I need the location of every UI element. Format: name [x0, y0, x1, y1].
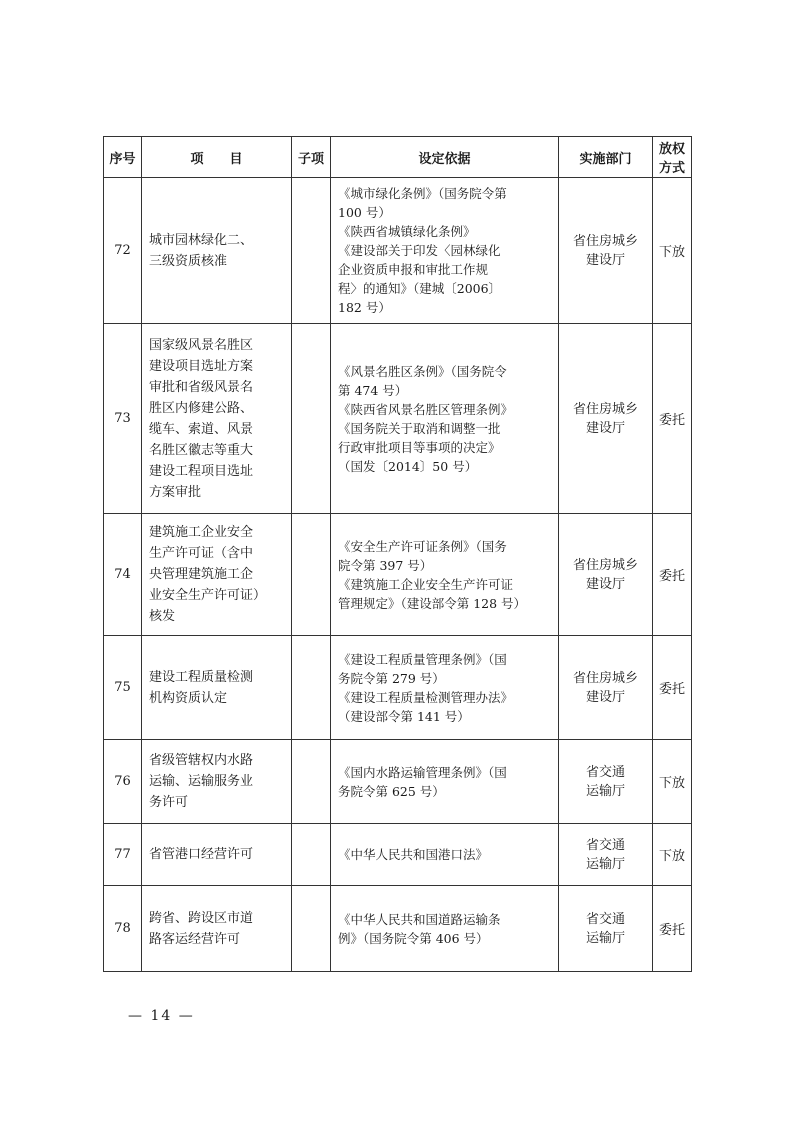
cell-item-line: 缆车、索道、风景 [149, 421, 254, 437]
cell-dept-line: 建设厅 [585, 689, 625, 705]
cell-basis-line: 182 号） [338, 300, 391, 315]
cell-item-line: 省管港口经营许可 [149, 847, 254, 862]
cell-dept-line: 建设厅 [585, 420, 625, 436]
cell-basis-line: 《城市绿化条例》（国务院令第 [338, 186, 507, 201]
cell-sub [292, 886, 331, 972]
cell-item-line: 核发 [149, 609, 176, 624]
cell-dept [559, 824, 653, 886]
cell-mode: 下放 [653, 824, 692, 886]
cell-no: 76 [104, 740, 142, 824]
cell-item-line: 建设工程项目选址 [149, 463, 254, 479]
table-row [104, 324, 692, 514]
cell-sub [292, 824, 331, 886]
cell-item-line: 国家级风景名胜区 [149, 337, 254, 353]
cell-dept-line: 省住房城乡 [572, 670, 638, 686]
cell-basis-line: 例》（国务院令第 406 号） [338, 930, 489, 946]
cell-sub [292, 514, 331, 636]
header-basis: 设定依据 [331, 137, 559, 178]
cell-dept-line: 省住房城乡 [572, 233, 638, 249]
cell-dept [559, 886, 653, 972]
cell-basis-line: 《国务院关于取消和调整一批 [338, 420, 501, 436]
cell-basis-line: （建设部令第 141 号） [338, 708, 470, 724]
cell-basis-line: 《建设部关于印发〈园林绿化 [338, 243, 501, 258]
cell-basis-line: 务院令第 625 号） [338, 783, 445, 799]
cell-basis-line: 《国内水路运输管理条例》（国 [338, 764, 507, 780]
cell-dept [559, 740, 653, 824]
cell-item-line: 生产许可证（含中 [149, 546, 254, 561]
cell-dept-line: 省交通 [585, 837, 625, 853]
table-row [104, 740, 692, 824]
table-row [104, 824, 692, 886]
cell-mode: 委托 [653, 886, 692, 972]
cell-basis-line: 《中华人民共和国港口法》 [338, 847, 489, 862]
cell-basis-line: 《建设工程质量管理条例》（国 [338, 651, 507, 667]
cell-item-line: 胜区内修建公路、 [149, 400, 254, 416]
cell-basis-line: 《建筑施工企业安全生产许可证 [338, 576, 514, 592]
table-row [104, 886, 692, 972]
cell-item [142, 324, 292, 514]
cell-dept-line: 运输厅 [585, 856, 625, 872]
cell-item-line: 机构资质认定 [149, 690, 228, 706]
cell-basis-line: 《安全生产许可证条例》（国务 [338, 538, 507, 554]
cell-item [142, 740, 292, 824]
cell-dept-line: 建设厅 [585, 252, 625, 268]
cell-dept [559, 514, 653, 636]
cell-dept-line: 省住房城乡 [572, 401, 638, 417]
page-number: — 14 — [128, 1008, 195, 1024]
cell-item-line: 建设工程质量检测 [149, 669, 254, 685]
cell-item-line: 央管理建筑施工企 [149, 567, 254, 582]
cell-item [142, 886, 292, 972]
header-mode-line-2: 方式 [658, 161, 685, 176]
cell-basis [331, 636, 559, 740]
cell-basis [331, 178, 559, 324]
header-mode [653, 137, 692, 178]
cell-basis-line: 《陕西省风景名胜区管理条例》 [338, 401, 514, 417]
authority-table [103, 136, 692, 972]
cell-dept-line: 省住房城乡 [572, 557, 638, 573]
cell-dept-line: 运输厅 [585, 930, 625, 946]
cell-basis [331, 824, 559, 886]
cell-basis-line: 《陕西省城镇绿化条例》 [338, 224, 476, 239]
cell-basis-line: 《建设工程质量检测管理办法》 [338, 689, 514, 705]
cell-sub [292, 740, 331, 824]
cell-mode: 委托 [653, 514, 692, 636]
cell-no: 75 [104, 636, 142, 740]
cell-item-line: 审批和省级风景名 [149, 379, 254, 395]
cell-no: 74 [104, 514, 142, 636]
cell-basis-line: 企业资质申报和审批工作规 [338, 262, 489, 277]
cell-dept-line: 运输厅 [585, 783, 625, 799]
cell-basis-line: 100 号） [338, 205, 391, 220]
header-item: 项 目 [142, 137, 292, 178]
cell-basis-line: 第 474 号） [338, 382, 408, 398]
cell-dept-line: 省交通 [585, 911, 625, 927]
cell-sub [292, 178, 331, 324]
header-no: 序号 [104, 137, 142, 178]
cell-item-line: 建筑施工企业安全 [149, 525, 254, 540]
cell-item-line: 路客运经营许可 [149, 931, 241, 947]
cell-no: 73 [104, 324, 142, 514]
cell-basis-line: 《中华人民共和国道路运输条 [338, 911, 501, 927]
cell-item-line: 名胜区徽志等重大 [149, 442, 254, 458]
header-dept: 实施部门 [559, 137, 653, 178]
header-sub: 子项 [292, 137, 331, 178]
cell-basis [331, 324, 559, 514]
cell-item [142, 824, 292, 886]
cell-item-line: 方案审批 [149, 484, 202, 500]
cell-no: 72 [104, 178, 142, 324]
header-mode-line-1: 放权 [658, 142, 685, 157]
table-header-row [104, 137, 692, 178]
cell-item-line: 务许可 [149, 795, 189, 810]
cell-item-line: 跨省、跨设区市道 [149, 910, 254, 926]
cell-no: 78 [104, 886, 142, 972]
cell-item-line: 建设项目选址方案 [149, 358, 254, 374]
cell-mode: 委托 [653, 324, 692, 514]
cell-item [142, 514, 292, 636]
cell-mode: 委托 [653, 636, 692, 740]
cell-basis-line: 行政审批项目等事项的决定》 [338, 439, 501, 455]
cell-item-line: 三级资质核准 [149, 253, 228, 269]
cell-item-line: 省级管辖权内水路 [149, 753, 254, 768]
cell-sub [292, 324, 331, 514]
cell-dept [559, 324, 653, 514]
cell-mode: 下放 [653, 740, 692, 824]
cell-dept-line: 省交通 [585, 764, 625, 780]
cell-basis [331, 886, 559, 972]
table-row [104, 178, 692, 324]
cell-item-line: 城市园林绿化二、 [149, 232, 254, 248]
cell-basis-line: 程〉的通知》（建城〔2006〕 [338, 281, 502, 296]
cell-item-line: 运输、运输服务业 [149, 774, 254, 789]
cell-basis-line: （国发〔2014〕50 号） [338, 458, 478, 474]
cell-basis-line: 《风景名胜区条例》（国务院令 [338, 363, 507, 379]
cell-mode: 下放 [653, 178, 692, 324]
cell-no: 77 [104, 824, 142, 886]
cell-item [142, 636, 292, 740]
cell-sub [292, 636, 331, 740]
table-row [104, 636, 692, 740]
cell-basis-line: 院令第 397 号） [338, 557, 433, 573]
table-row [104, 514, 692, 636]
cell-basis [331, 514, 559, 636]
cell-dept [559, 636, 653, 740]
cell-basis-line: 务院令第 279 号） [338, 670, 445, 686]
cell-dept-line: 建设厅 [585, 576, 625, 592]
cell-dept [559, 178, 653, 324]
cell-basis [331, 740, 559, 824]
cell-basis-line: 管理规定》（建设部令第 128 号） [338, 595, 527, 611]
cell-item [142, 178, 292, 324]
cell-item-line: 业安全生产许可证） [149, 588, 267, 603]
